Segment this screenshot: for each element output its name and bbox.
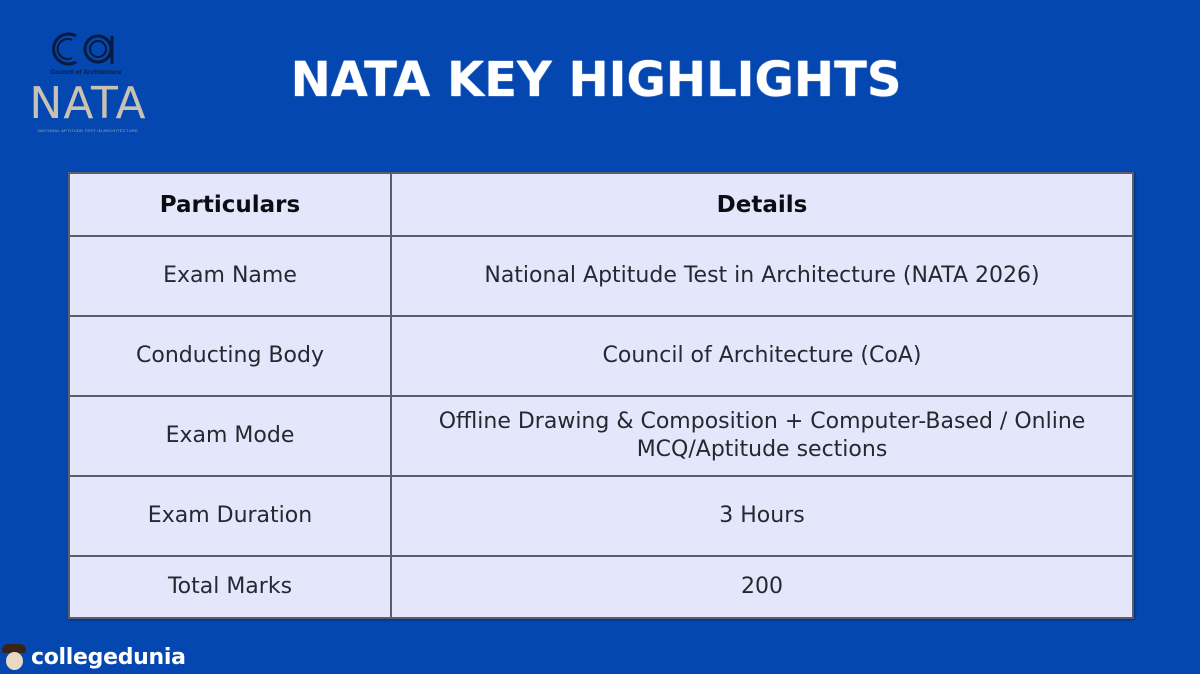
logo-nata-text: NATA <box>29 78 147 129</box>
row-detail: 3 Hours <box>391 476 1133 556</box>
mascot-icon <box>1 642 27 672</box>
row-detail: 200 <box>391 556 1133 618</box>
row-particular: Exam Duration <box>69 476 391 556</box>
row-particular: Exam Name <box>69 236 391 316</box>
row-detail: Council of Architecture (CoA) <box>391 316 1133 396</box>
table-row <box>69 476 1133 556</box>
page-title: NATA KEY HIGHLIGHTS <box>290 52 902 108</box>
collegedunia-brand <box>0 640 186 674</box>
row-detail: National Aptitude Test in Architecture (NATA 2026) <box>391 236 1133 316</box>
table-header-row <box>69 173 1133 236</box>
table-row <box>69 236 1133 316</box>
highlights-table <box>68 172 1134 619</box>
row-detail: Offline Drawing & Composition + Computer-Based / Online MCQ/Aptitude sections <box>391 396 1133 476</box>
logo-council-text: Council of Architecture <box>50 70 122 76</box>
brand-name: collegedunia <box>31 644 186 670</box>
table-row <box>69 396 1133 476</box>
row-particular: Total Marks <box>69 556 391 618</box>
row-particular: Conducting Body <box>69 316 391 396</box>
logo-subtitle: NATIONAL APTITUDE TEST IN ARCHITECTURE <box>37 128 139 133</box>
row-particular: Exam Mode <box>69 396 391 476</box>
table-row <box>69 316 1133 396</box>
header-particulars: Particulars <box>69 173 391 236</box>
header-details: Details <box>391 173 1133 236</box>
table-row <box>69 556 1133 618</box>
